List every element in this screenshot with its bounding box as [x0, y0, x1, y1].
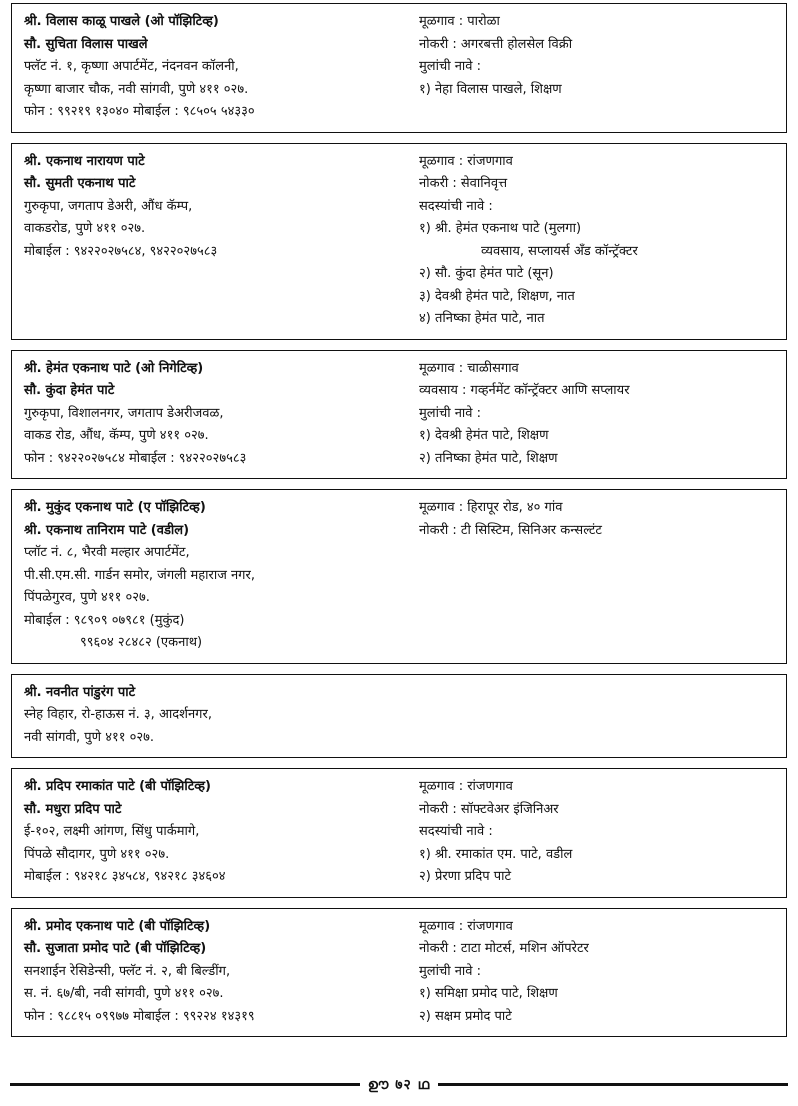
detail-line: मूळगाव : रांजणगाव [419, 918, 513, 934]
detail-line: नोकरी : टाटा मोटर्स, मशिन ऑपरेटर [419, 941, 589, 956]
detail-line: नोकरी : सेवानिवृत्त [419, 176, 508, 191]
detail-line: मूळगाव : पारोळा [419, 14, 500, 29]
detail-line: ई-१०२, लक्ष्मी आंगण, सिंधु पार्कमागे, [24, 824, 200, 839]
detail-line: व्यवसाय, सप्लायर्स अँड कॉन्ट्रॅक्टर [481, 243, 638, 259]
detail-line: मुलांची नावे : [419, 405, 482, 421]
directory-entry [11, 143, 787, 340]
detail-line: २) सक्षम प्रमोद पाटे [419, 1008, 512, 1024]
detail-line: फ्लॅट नं. १, कृष्णा अपार्टमेंट, नंदनवन कॉलनी, [24, 59, 239, 74]
detail-line: मोबाईल : ९४२१८ ३४५८४, ९४२१८ ३४६०४ [24, 869, 226, 884]
detail-line: २) तनिष्का हेमंत पाटे, शिक्षण [419, 450, 558, 466]
detail-line: मूळगाव : रांजणगाव [419, 153, 513, 169]
detail-line: ९९६०४ २८४८२ (एकनाथ) [80, 635, 203, 650]
person-name: श्री. प्रदिप रमाकांत पाटे (बी पॉझिटिव्ह) [24, 779, 211, 794]
directory-entry [11, 674, 787, 759]
person-name: सौ. सुमती एकनाथ पाटे [24, 176, 136, 191]
contact-details [24, 776, 407, 889]
directory-entry [11, 3, 787, 133]
family-details [407, 682, 778, 750]
detail-line: प्लॉट नं. ८, भैरवी मल्हार अपार्टमेंट, [24, 545, 190, 560]
family-details [407, 916, 778, 1029]
person-name: सौ. सुजाता प्रमोद पाटे (बी पॉझिटिव्ह) [24, 941, 207, 956]
detail-line: मुलांची नावे : [419, 59, 482, 74]
detail-line: सदस्यांची नावे : [419, 824, 493, 839]
detail-line: १) श्री. रमाकांत एम. पाटे, वडील [419, 846, 573, 862]
detail-line: १) नेहा विलास पाखले, शिक्षण [419, 81, 562, 97]
detail-line: पिंपळे सौदागर, पुणे ४११ ०२७. [24, 846, 170, 862]
detail-line: १) समिक्षा प्रमोद पाटे, शिक्षण [419, 986, 558, 1001]
person-name: श्री. नवनीत पांडुरंग पाटे [24, 684, 136, 700]
detail-line: कृष्णा बाजार चौक, नवी सांगवी, पुणे ४११ ०२७. [24, 81, 249, 97]
detail-line: सदस्यांची नावे : [419, 198, 493, 214]
person-name: श्री. मुकुंद एकनाथ पाटे (ए पॉझिटिव्ह) [24, 500, 206, 515]
detail-line: मोबाईल : ९८९०९ ०७९८१ (मुकुंद) [24, 612, 185, 628]
detail-line: नोकरी : टी सिस्टिम, सिनिअर कन्सल्टंट [419, 522, 602, 538]
directory-page [11, 3, 787, 1037]
person-name: श्री. प्रमोद एकनाथ पाटे (बी पॉझिटिव्ह) [24, 918, 211, 934]
contact-details [24, 358, 407, 471]
detail-line: १) श्री. हेमंत एकनाथ पाटे (मुलगा) [419, 221, 582, 236]
page-footer [10, 1074, 788, 1094]
detail-line: मूळगाव : चाळीसगाव [419, 360, 519, 376]
detail-line: गुरुकृपा, विशालनगर, जगताप डेअरीजवळ, [24, 405, 224, 421]
detail-line: मोबाईल : ९४२२०२७५८४, ९४२२०२७५८३ [24, 243, 218, 259]
detail-line: गुरुकृपा, जगताप डेअरी, औंध कॅम्प, [24, 198, 193, 214]
detail-line: १) देवश्री हेमंत पाटे, शिक्षण [419, 428, 549, 443]
detail-line: नोकरी : अगरबत्ती होलसेल विक्री [419, 36, 573, 52]
family-details [407, 497, 778, 655]
person-name: श्री. विलास काळू पाखले (ओ पॉझिटिव्ह) [24, 14, 219, 29]
detail-line: मूळगाव : रांजणगाव [419, 779, 513, 794]
footer-rule-left [10, 1083, 360, 1086]
person-name: श्री. एकनाथ तानिराम पाटे (वडील) [24, 522, 190, 538]
detail-line: वाकडरोड, पुणे ४११ ०२७. [24, 221, 146, 236]
family-details [407, 11, 778, 124]
family-details [407, 776, 778, 889]
family-details [407, 358, 778, 471]
detail-line: २) सौ. कुंदा हेमंत पाटे (सून) [419, 266, 554, 281]
person-name: श्री. हेमंत एकनाथ पाटे (ओ निगेटिव्ह) [24, 360, 204, 376]
detail-line: नोकरी : सॉफ्टवेअर इंजिनिअर [419, 801, 559, 817]
page-number: ഊ ७२ ഥ [367, 1076, 431, 1093]
contact-details [24, 151, 407, 331]
detail-line: फोन : ९८८१५ ०९९७७ मोबाईल : ९९२२४ १४३१९ [24, 1008, 255, 1024]
contact-details [24, 497, 407, 655]
detail-line: नवी सांगवी, पुणे ४११ ०२७. [24, 729, 155, 745]
detail-line: व्यवसाय : गव्हर्नमेंट कॉन्ट्रॅक्टर आणि सप्लायर [419, 383, 630, 398]
footer-rule-right [438, 1083, 788, 1086]
directory-entry [11, 350, 787, 480]
detail-line: ४) तनिष्का हेमंत पाटे, नात [419, 311, 545, 326]
person-name: सौ. सुचिता विलास पाखले [24, 36, 148, 52]
contact-details [24, 916, 407, 1029]
detail-line: पिंपळेगुरव, पुणे ४११ ०२७. [24, 590, 150, 605]
detail-line: पी.सी.एम.सी. गार्डन समोर, जंगली महाराज नगर, [24, 567, 255, 583]
person-name: सौ. मधुरा प्रदिप पाटे [24, 801, 122, 817]
directory-entry [11, 768, 787, 898]
detail-line: ३) देवश्री हेमंत पाटे, शिक्षण, नात [419, 288, 575, 304]
detail-line: मुलांची नावे : [419, 963, 482, 979]
directory-entry [11, 489, 787, 664]
detail-line: स्नेह विहार, रो-हाऊस नं. ३, आदर्शनगर, [24, 707, 212, 722]
family-details [407, 151, 778, 331]
person-name: श्री. एकनाथ नारायण पाटे [24, 153, 145, 169]
detail-line: २) प्रेरणा प्रदिप पाटे [419, 869, 512, 884]
contact-details [24, 11, 407, 124]
detail-line: मूळगाव : हिरापूर रोड, ४० गांव [419, 500, 563, 515]
contact-details [24, 682, 407, 750]
person-name: सौ. कुंदा हेमंत पाटे [24, 383, 115, 398]
directory-entry [11, 908, 787, 1038]
detail-line: फोन : ९९२१९ १३०४० मोबाईल : ९८५०५ ५४३३० [24, 104, 255, 119]
detail-line: सनशाईन रेसिडेन्सी, फ्लॅट नं. २, बी बिल्डींग, [24, 963, 231, 979]
detail-line: स. नं. ६७/बी, नवी सांगवी, पुणे ४११ ०२७. [24, 986, 224, 1001]
detail-line: वाकड रोड, औंध, कॅम्प, पुणे ४११ ०२७. [24, 428, 209, 443]
detail-line: फोन : ९४२२०२७५८४ मोबाईल : ९४२२०२७५८३ [24, 450, 247, 466]
